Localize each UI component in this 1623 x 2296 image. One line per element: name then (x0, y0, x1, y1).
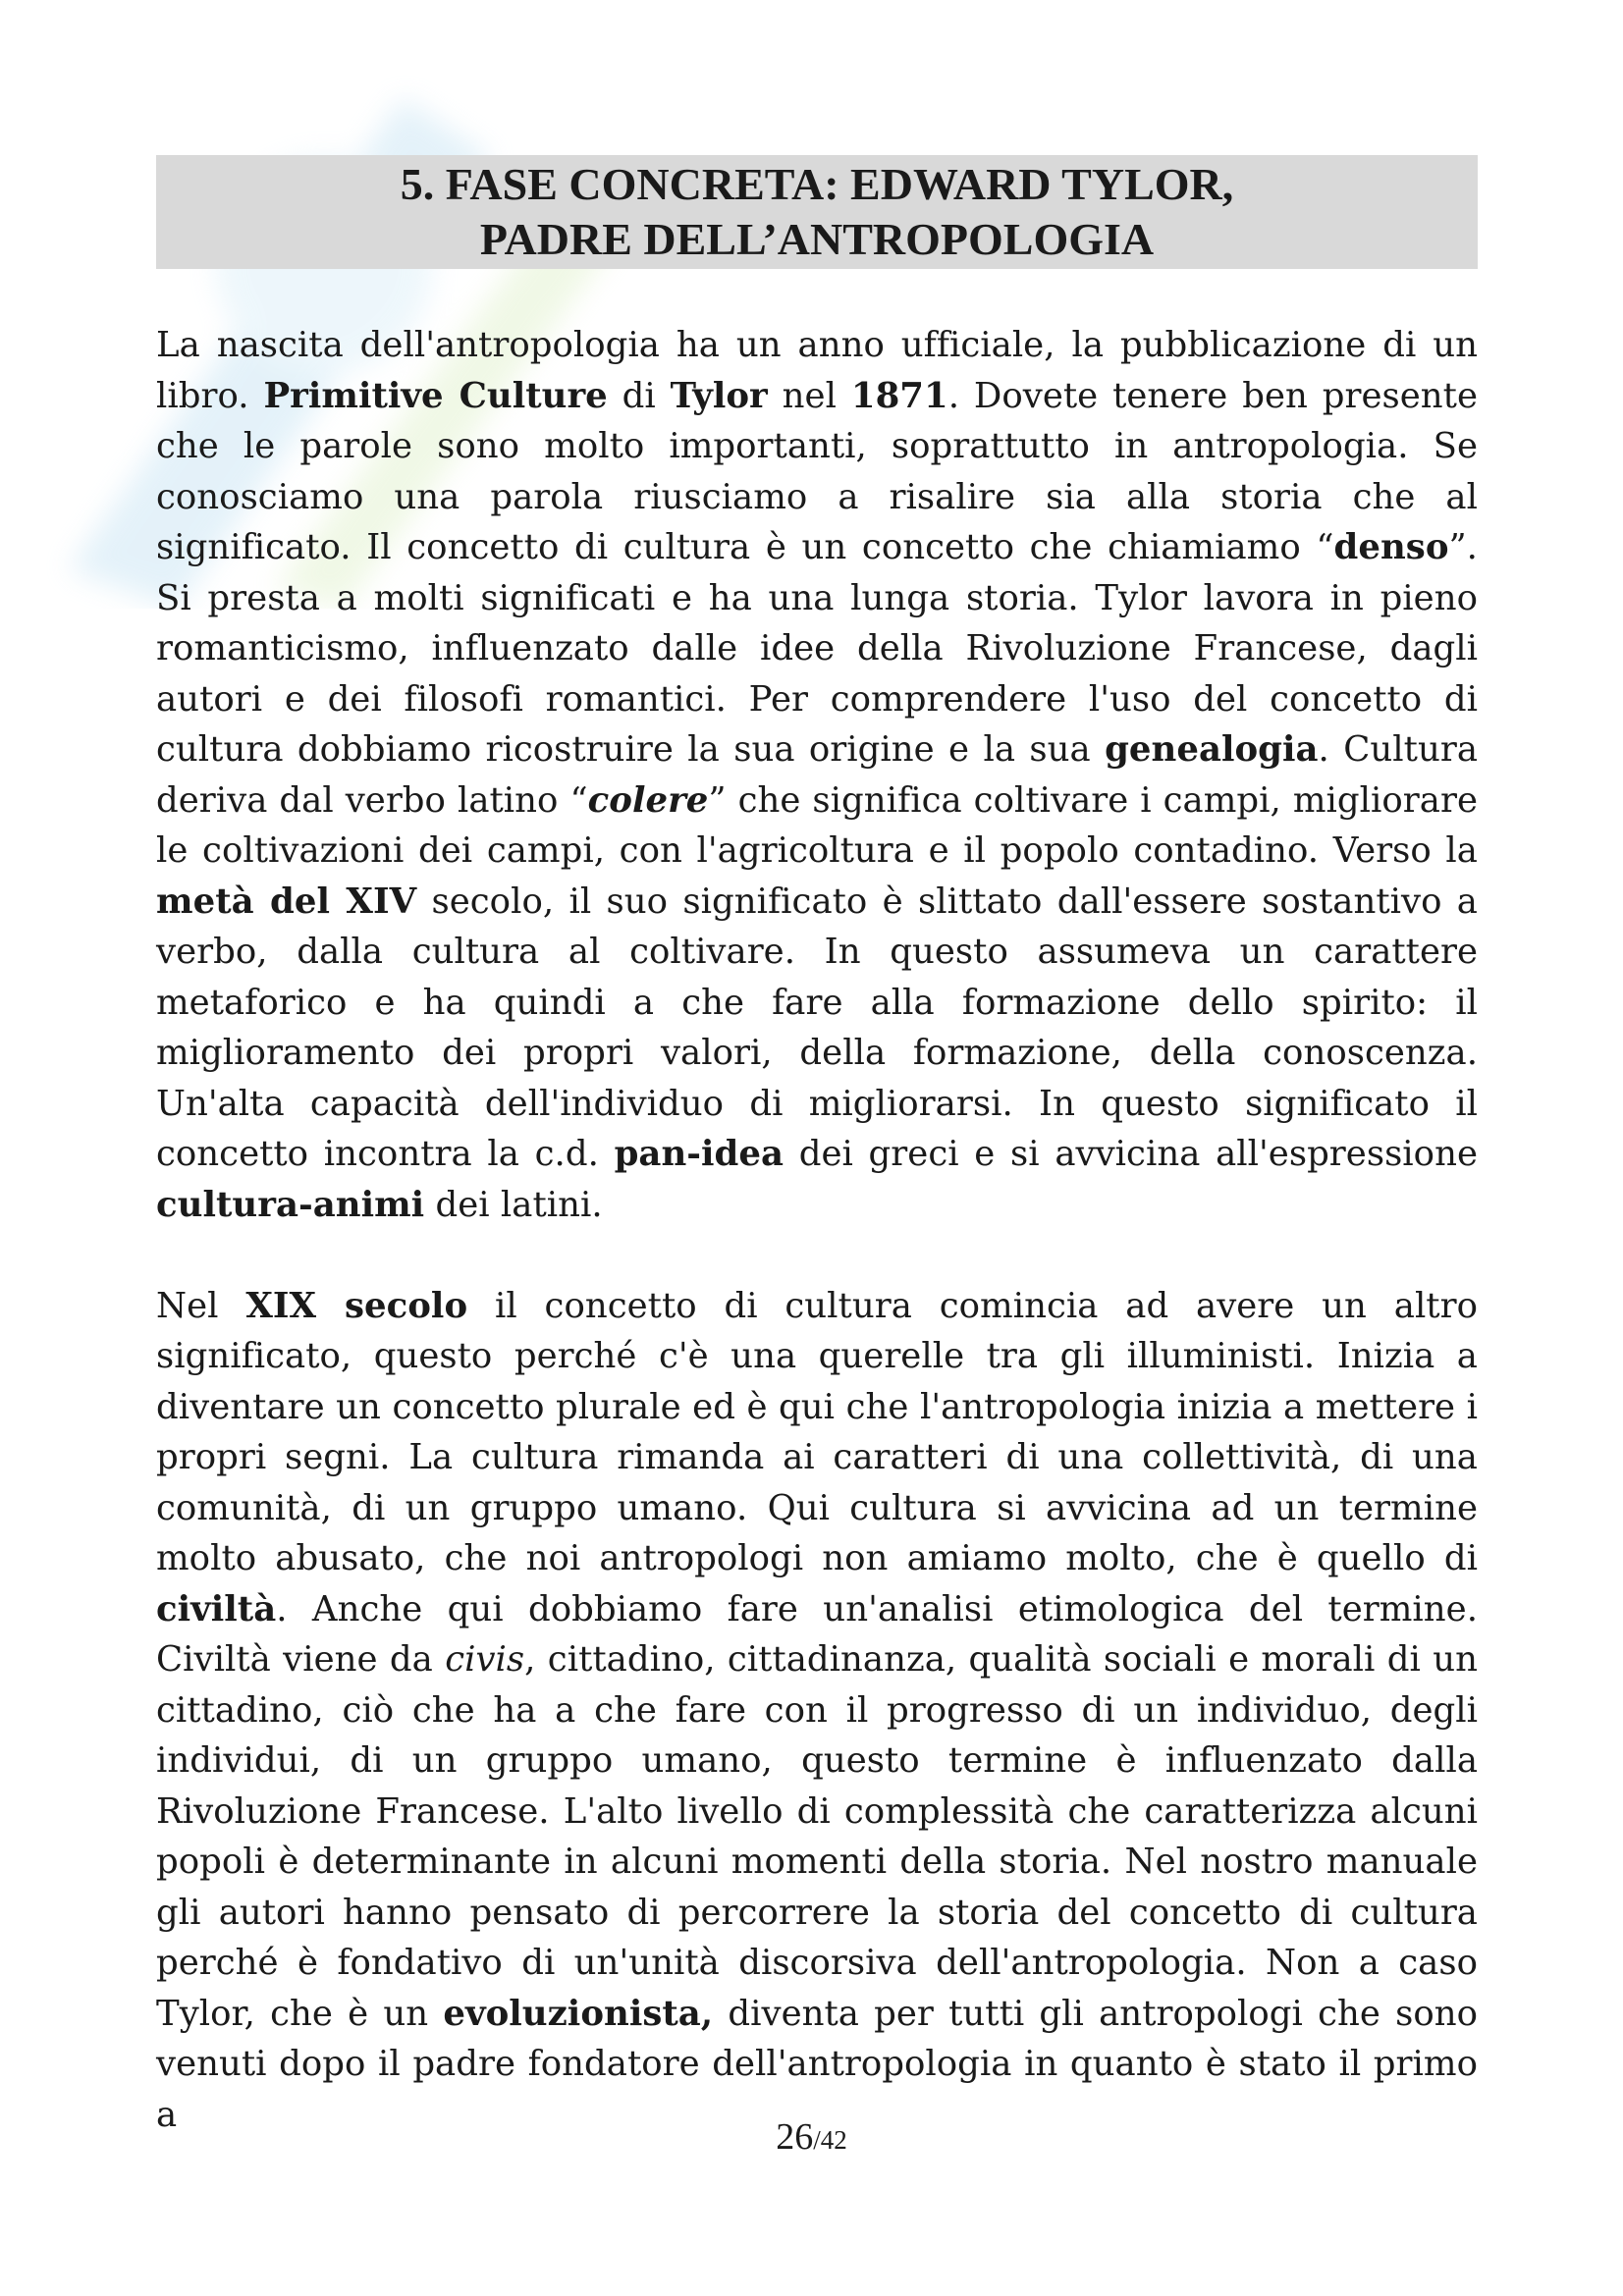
text-run: La nascita dell'antropologia ha un anno ufficiale, la pubblicazione di un libro. (156, 325, 1478, 416)
body-paragraph-2 (156, 1281, 1478, 2141)
text-run: diventa per tutti gli antropologi che sono venuti dopo il padre fondatore dell'antropologia in quanto è stato il primo a (156, 1993, 1479, 2135)
text-run: ”. Si presta a molti significati e ha una lunga storia. Tylor lavora in pieno romanticismo, influenzato dalle idee della Rivoluzione Francese, dagli autori e dei filosofi romantici. Per comprendere l'uso del concetto di cultura dobbiamo ricostruire la sua origine e la sua (156, 527, 1478, 770)
text-run: nel (767, 375, 851, 416)
page-content (156, 155, 1478, 2140)
emphasis-run: XIX secolo (245, 1285, 468, 1326)
emphasis-run: denso (1333, 527, 1449, 567)
text-run: ” che significa coltivare i campi, migliorare le coltivazioni dei campi, con l'agricoltura e il popolo contadino. Verso la (156, 779, 1478, 871)
page-number-total: /42 (813, 2125, 847, 2155)
emphasis-run: civiltà (156, 1588, 277, 1629)
text-run: . Cultura deriva dal verbo latino “ (156, 729, 1479, 821)
text-run: dei latini. (424, 1184, 603, 1225)
emphasis-run: 1871 (850, 375, 948, 416)
body-paragraph-1 (156, 320, 1478, 1230)
emphasis-run: cultura-animi (156, 1184, 425, 1225)
text-run: di (607, 375, 671, 416)
text-run: , cittadino, cittadinanza, qualità sociali e morali di un cittadino, ciò che ha a che fare con il progresso di un individuo, degli individui, di un gruppo umano, questo termine è influenzato dalla Rivoluzione Francese. L'alto livello di complessità che caratterizza alcuni popoli è determinante in alcuni momenti della storia. Nel nostro manuale gli autori hanno pensato di percorrere la storia del concetto di cultura perché è fondativo di un'unità discorsiva dell'antropologia. Non a caso Tylor, che è un (156, 1639, 1478, 2034)
heading-line-1: 5. FASE CONCRETA: EDWARD TYLOR, (400, 159, 1234, 209)
emphasis-run: colere (587, 779, 709, 821)
heading-line-2: PADRE DELL’ANTROPOLOGIA (479, 214, 1155, 264)
text-run: Nel (156, 1285, 246, 1326)
text-run: il concetto di cultura comincia ad avere un altro significato, questo perché c'è una querelle tra gli illuministi. Inizia a diventare un concetto plurale ed è qui che l'antropologia inizia a mettere i propri segni. La cultura rimanda ai caratteri di una collettività, di una comunità, di un gruppo umano. Qui cultura si avvicina ad un termine molto abusato, che noi antropologi non amiamo molto, che è quello di (156, 1285, 1478, 1578)
emphasis-run: pan-idea (614, 1134, 784, 1174)
emphasis-run: evoluzionista, (443, 1993, 714, 2034)
emphasis-run: genealogia (1105, 729, 1319, 770)
emphasis-run: Primitive Culture (263, 375, 608, 416)
emphasis-run: metà del XIV (156, 881, 417, 922)
text-run: dei greci e si avvicina all'espressione (784, 1134, 1478, 1174)
section-heading (156, 155, 1478, 269)
text-run: . Anche qui dobbiamo fare un'analisi etimologica del termine. Civiltà viene da (156, 1588, 1478, 1680)
emphasis-run: Tylor (670, 375, 768, 416)
text-run: secolo, il suo significato è slittato dall'essere sostantivo a verbo, dalla cultura al coltivare. In questo assumeva un carattere metaforico e ha quindi a che fare alla formazione dello spirito: il miglioramento dei propri valori, della formazione, della conoscenza. Un'alta capacità dell'individuo di migliorarsi. In questo significato il concetto incontra la c.d. (156, 881, 1478, 1174)
emphasis-run: civis (445, 1639, 525, 1680)
text-run: . Dovete tenere ben presente che le parole sono molto importanti, soprattutto in antropologia. Se conosciamo una parola riusciamo a risalire sia alla storia che al significato. Il concetto di cultura è un concetto che chiamiamo “ (156, 375, 1478, 567)
page-number-current: 26 (776, 2116, 814, 2158)
